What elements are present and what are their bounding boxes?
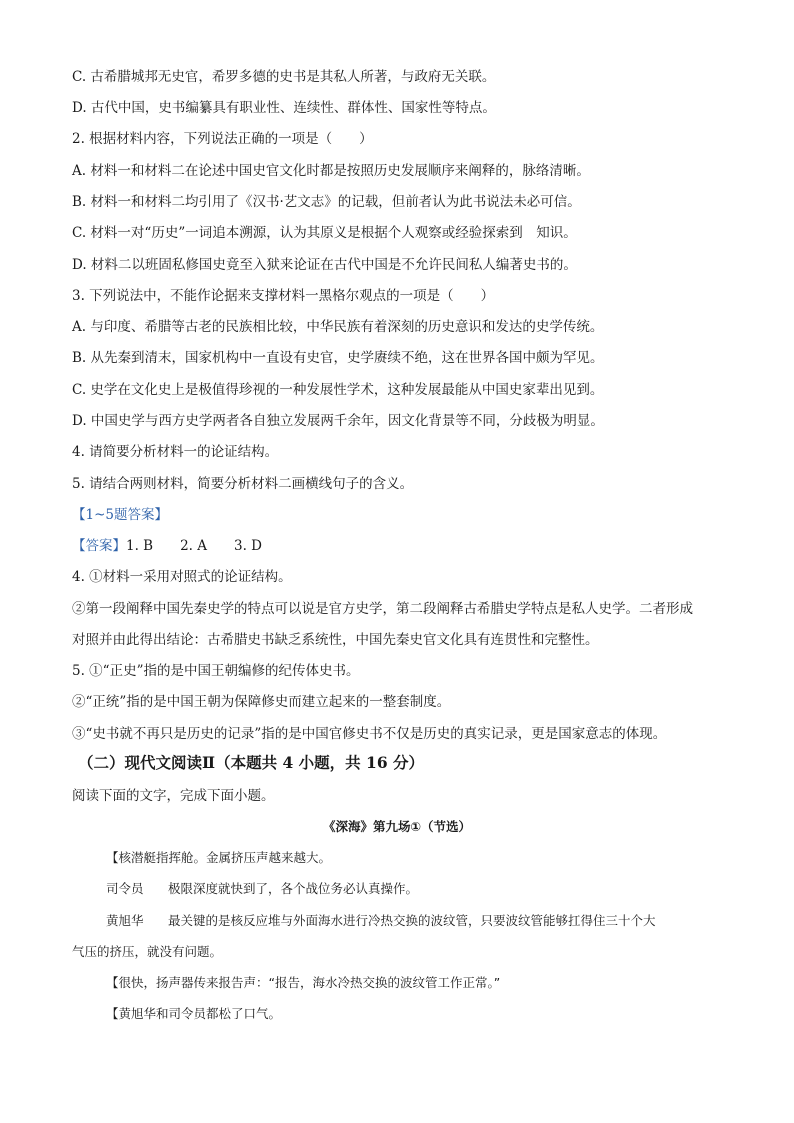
answer-line — [72, 537, 262, 555]
option-3b: B. 从先秦到清末，国家机构中一直设有史官，史学赓续不绝，这在世界各国中颇为罕见。 — [72, 350, 604, 366]
option-2b: B. 材料一和材料二均引用了《汉书·艺文志》的记载，但前者认为此书说法未必可信。 — [72, 194, 581, 210]
section-heading: （二）现代文阅读Ⅱ（本题共 4 小题，共 16 分） — [78, 753, 425, 772]
script-title: 《深海》第九场①（节选） — [322, 819, 472, 834]
stage-direction-3: 【黄旭华和司令员都松了口气。 — [106, 1006, 282, 1021]
dialogue-huang — [106, 912, 656, 930]
dialogue-text: 极限深度就快到了，各个战位务必认真操作。 — [168, 881, 419, 896]
answer-4-detail-cont: 对照并由此得出结论：古希腊史书缺乏系统性，中国先秦史官文化具有连贯性和完整性。 — [72, 632, 599, 648]
option-3c: C. 史学在文化史上是极值得珍视的一种发展性学术，这种发展最能从中国史家辈出见到。 — [72, 382, 604, 398]
option-2a: A. 材料一和材料二在论述中国史官文化时都是按照历史发展顺序来阐释的，脉络清晰。 — [72, 163, 590, 179]
stage-direction-1: 【核潜艇指挥舱。金属挤压声越来越大。 — [106, 850, 332, 865]
answer-4: 4. ①材料一采用对照式的论证结构。 — [72, 569, 292, 585]
option-2c: C. 材料一对“历史”一词追本溯源，认为其原义是根据个人观察或经验探索到 知识。 — [72, 225, 577, 241]
question-3: 3. 下列说法中，不能作论据来支撑材料一黑格尔观点的一项是（ ） — [72, 288, 495, 304]
option-2d: D. 材料二以班固私修国史竟至入狱来论证在古代中国是不允许民间私人编著史书的。 — [72, 257, 577, 273]
option-3d: D. 中国史学与西方史学两者各自独立发展两千余年，因文化背景等不同，分歧极为明显。 — [72, 413, 604, 429]
dialogue-text: 最关键的是核反应堆与外面海水进行冷热交换的波纹管，只要波纹管能够扛得住三十个大 — [168, 913, 656, 928]
answer-label: 【答案】 — [72, 538, 126, 554]
instruction: 阅读下面的文字，完成下面小题。 — [72, 788, 275, 804]
role-commander: 司令员 — [106, 881, 144, 896]
question-2: 2. 根据材料内容，下列说法正确的一项是（ ） — [72, 131, 373, 147]
option-3a: A. 与印度、希腊等古老的民族相比较，中华民族有着深刻的历史意识和发达的史学传统。 — [72, 319, 604, 335]
question-5: 5. 请结合两则材料，简要分析材料二画横线句子的含义。 — [72, 476, 414, 492]
answer-5-1: 5. ①“正史”指的是中国王朝编修的纪传体史书。 — [72, 663, 360, 679]
dialogue-commander — [106, 880, 418, 898]
dialogue-huang-cont: 气压的挤压，就没有问题。 — [72, 944, 223, 959]
option-1c: C. 古希腊城邦无史官，希罗多德的史书是其私人所著，与政府无关联。 — [72, 69, 496, 85]
answer-5-3: ③“史书就不再只是历史的记录”指的是中国官修史书不仅是历史的真实记录，更是国家意志的体现。 — [72, 726, 667, 742]
role-huang: 黄旭华 — [106, 913, 144, 928]
answer-5-2: ②“正统”指的是中国王朝为保障修史而建立起来的一整套制度。 — [72, 694, 451, 710]
answer-values: 1. B 2. A 3. D — [126, 538, 263, 554]
option-1d: D. 古代中国，史书编纂具有职业性、连续性、群体性、国家性等特点。 — [72, 100, 496, 116]
question-4: 4. 请简要分析材料一的论证结构。 — [72, 444, 279, 460]
answer-4-detail: ②第一段阐释中国先秦史学的特点可以说是官方史学，第二段阐释古希腊史学特点是私人史学。二者形成 — [72, 601, 693, 617]
stage-direction-2: 【很快，扬声器传来报告声：“报告，海水冷热交换的波纹管工作正常。” — [106, 975, 501, 990]
answer-header: 【1~5题答案】 — [72, 507, 168, 523]
